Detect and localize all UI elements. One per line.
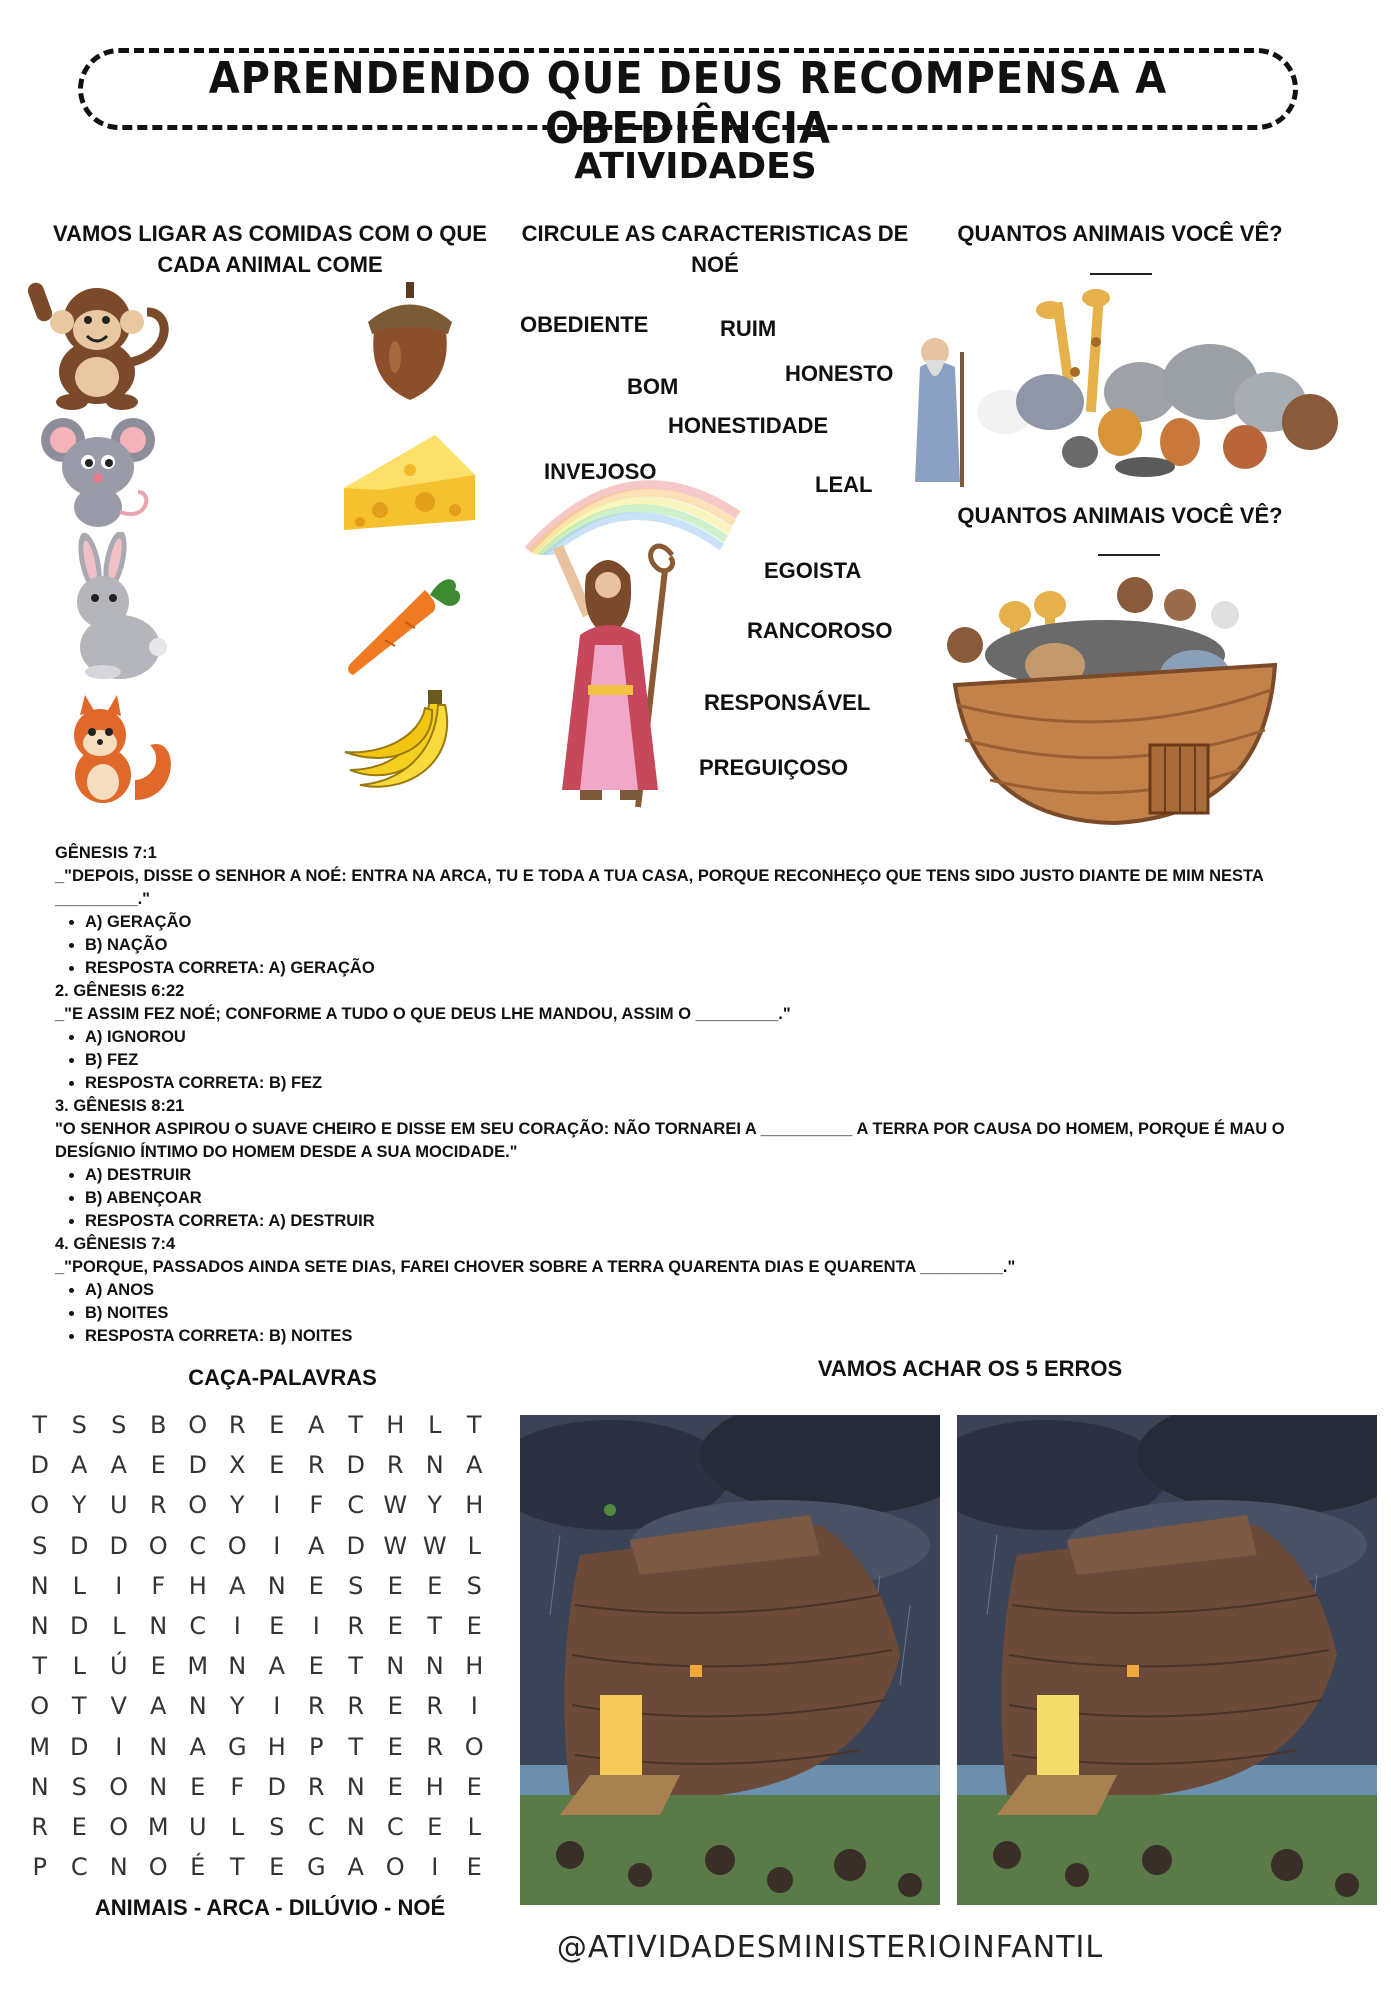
word-search-row [20,1526,495,1566]
word-search-cell[interactable]: S [466,1571,482,1600]
word-search-cell[interactable]: D [70,1531,89,1560]
question-text-3: "O SENHOR ASPIROU O SUAVE CHEIRO E DISSE EM SEU CORAÇÃO: NÃO TORNAREI A __________ A TERRA POR CAUSA DO HOMEM, PORQUE É MAU O DESÍGNIO ÍNTIMO DO HOMEM DESDE A SUA MOCIDADE." [55,1120,1285,1161]
question-3-option-b[interactable]: • B) ABENÇOAR [85,1187,1355,1210]
word-search-cell[interactable]: Y [71,1491,87,1520]
question-text-1: _"DEPOIS, DISSE O SENHOR A NOÉ: ENTRA NA ARCA, TU E TODA A TUA CASA, PORQUE RECONHEÇO QUE TENS SIDO JUSTO DIANTE DE MIM NESTA _________." [55,867,1264,908]
count-heading-2: QUANTOS ANIMAIS VOCÊ VÊ? [957,503,1283,528]
word-search-cell[interactable]: D [267,1772,286,1801]
word-search-cell[interactable]: A [268,1652,285,1681]
acorn-icon [360,282,460,404]
word-search-row [20,1445,495,1485]
word-search-cell[interactable]: I [273,1531,281,1560]
word-search-cell[interactable]: E [269,1411,285,1439]
word-search-cell[interactable]: E [269,1611,285,1640]
word-search-cell[interactable]: A [347,1853,364,1882]
word-search-cell[interactable]: F [151,1571,166,1600]
page-title: APRENDENDO QUE DEUS RECOMPENSA A OBEDIÊNCIA [208,54,1168,154]
word-search-cell[interactable]: O [188,1491,208,1520]
word-search-cell[interactable]: D [346,1531,365,1560]
word-search-cell[interactable]: O [385,1853,405,1882]
word-search-cell[interactable]: A [308,1531,325,1560]
question-2-option-a[interactable]: • A) IGNOROU [85,1026,1355,1049]
bananas-icon [340,690,460,795]
word-search-cell[interactable]: D [70,1732,89,1761]
word-search-cell[interactable]: O [109,1812,129,1841]
word-search-cell[interactable]: H [386,1411,405,1439]
word-search-cell[interactable]: N [109,1853,128,1882]
word-search-cell[interactable]: N [30,1571,49,1600]
word-search-cell[interactable]: T [348,1652,364,1681]
word-search-cell[interactable]: C [70,1853,88,1882]
word-search-cell[interactable]: T [229,1853,245,1882]
word-search-cell[interactable]: C [189,1611,207,1640]
word-search-cell[interactable]: C [307,1812,325,1841]
questions-section [55,842,1355,1348]
word-search-row [20,1807,495,1847]
word-search-cell[interactable]: S [71,1411,87,1439]
word-search-cell[interactable]: A [71,1451,88,1480]
question-4-answer: • RESPOSTA CORRETA: B) NOITES [85,1325,1355,1348]
question-ref-2: 2. GÊNESIS 6:22 [55,982,185,1000]
word-search-cell[interactable]: E [308,1571,324,1600]
trait-bom[interactable]: BOM [627,374,679,399]
word-search-cell[interactable]: Ú [109,1652,128,1681]
word-search-cell[interactable]: A [110,1451,127,1480]
word-search-cell[interactable]: W [383,1531,408,1560]
word-search-cell[interactable]: I [233,1611,241,1640]
word-search-cell[interactable]: O [109,1772,129,1801]
word-search-cell[interactable]: R [31,1812,49,1841]
word-search-cell[interactable]: N [149,1611,168,1640]
word-search-cell[interactable]: E [427,1812,443,1841]
trait-responsavel[interactable]: RESPONSÁVEL [704,690,871,715]
page-subtitle: ATIVIDADES [574,146,817,187]
word-search-cell[interactable]: D [188,1451,207,1480]
word-search-cell[interactable]: C [347,1491,365,1520]
word-search-cell[interactable]: O [30,1692,50,1721]
word-search-cell[interactable]: T [71,1692,87,1721]
word-search-cell[interactable]: X [229,1451,246,1480]
trait-rancoroso[interactable]: RANCOROSO [747,618,893,643]
word-search-cell[interactable]: Y [427,1491,443,1520]
word-search-cell[interactable]: N [425,1451,444,1480]
word-search-cell[interactable]: U [188,1812,207,1841]
word-search-cell[interactable]: S [348,1571,364,1600]
trait-honesto[interactable]: HONESTO [785,361,894,386]
word-search-cell[interactable]: É [190,1853,206,1882]
trait-ruim[interactable]: RUIM [720,316,777,341]
word-search-cell[interactable]: L [72,1652,86,1681]
word-search-cell[interactable]: G [306,1853,326,1882]
word-search-cell[interactable]: L [230,1812,244,1841]
spot-diff-heading: VAMOS ACHAR OS 5 ERROS [817,1356,1123,1381]
word-search-cell[interactable]: I [470,1692,478,1721]
word-search-cell[interactable]: C [386,1812,404,1841]
word-search-cell[interactable]: L [428,1411,442,1439]
question-1-answer: • RESPOSTA CORRETA: A) GERAÇÃO [85,957,1355,980]
word-search-cell[interactable]: P [32,1853,47,1882]
word-search-cell[interactable]: Y [229,1491,245,1520]
question-3-answer: • RESPOSTA CORRETA: A) DESTRUIR [85,1210,1355,1233]
word-search-cell[interactable]: R [426,1692,444,1721]
word-search-cell[interactable]: S [111,1411,127,1439]
mouse-icon [38,412,163,530]
word-search-cell[interactable]: S [269,1812,285,1841]
question-ref-4: 4. GÊNESIS 7:4 [55,1235,176,1253]
word-search-row [20,1727,495,1767]
word-search-row [20,1847,495,1887]
word-search-cell[interactable]: D [70,1611,89,1640]
trait-leal[interactable]: LEAL [815,472,873,497]
word-search-cell[interactable]: T [32,1411,48,1439]
word-search-cell[interactable]: N [425,1652,444,1681]
question-1-option-a[interactable]: • A) GERAÇÃO [85,911,1355,934]
word-search-cell[interactable]: H [465,1652,484,1681]
word-search-cell[interactable]: E [71,1812,87,1841]
carrot-icon [345,560,465,680]
word-search-cell[interactable]: N [346,1812,365,1841]
word-search-cell[interactable]: O [227,1531,247,1560]
word-search-cell[interactable]: R [307,1451,325,1480]
word-search-cell[interactable]: E [466,1611,482,1640]
word-search-cell[interactable]: R [426,1732,444,1761]
word-search-cell[interactable]: E [150,1451,166,1480]
word-search-cell[interactable]: E [269,1451,285,1480]
word-search-cell[interactable]: R [149,1491,167,1520]
squirrel-icon [55,690,175,810]
word-search-heading: CAÇA-PALAVRAS [188,1365,377,1390]
word-search-cell[interactable]: F [309,1491,324,1520]
word-search-cell[interactable]: T [466,1411,482,1439]
word-search-cell[interactable]: O [188,1411,208,1439]
word-search-cell[interactable]: E [190,1772,206,1801]
word-search-cell[interactable]: T [427,1611,443,1640]
footer-handle: @ATIVIDADESMINISTERIOINFANTIL [556,1930,1104,1965]
word-search-cell[interactable]: Y [229,1692,245,1721]
answer-blank-2[interactable] [1098,554,1160,556]
word-search-cell[interactable]: E [387,1732,403,1761]
word-search-row [20,1405,495,1445]
word-search-cell[interactable]: E [150,1652,166,1681]
question-text-2: _"E ASSIM FEZ NOÉ; CONFORME A TUDO O QUE DEUS LHE MANDOU, ASSIM O _________." [55,1005,791,1023]
word-search-cell[interactable]: N [346,1772,365,1801]
word-search-cell[interactable]: U [109,1491,128,1520]
word-search-cell[interactable]: P [309,1732,324,1761]
word-search-cell[interactable]: E [387,1772,403,1801]
word-search-cell[interactable]: I [115,1732,123,1761]
word-search-row [20,1767,495,1807]
word-search-cell[interactable]: E [269,1853,285,1882]
question-text-4: _"PORQUE, PASSADOS AINDA SETE DIAS, FAREI CHOVER SOBRE A TERRA QUARENTA DIAS E QUARENTA _________." [55,1258,1016,1276]
match-heading: VAMOS LIGAR AS COMIDAS COM O QUE CADA ANIMAL COME [53,221,487,277]
question-2-option-b[interactable]: • B) FEZ [85,1049,1355,1072]
count-heading-1: QUANTOS ANIMAIS VOCÊ VÊ? [957,221,1283,246]
trait-obediente[interactable]: OBEDIENTE [520,312,649,337]
word-search-cell[interactable]: W [422,1531,447,1560]
word-search-cell[interactable]: R [386,1451,404,1480]
word-search-cell[interactable]: D [346,1451,365,1480]
trait-invejoso[interactable]: INVEJOSO [544,459,657,484]
word-search-row [20,1686,495,1726]
word-search-cell[interactable]: M [187,1652,209,1681]
word-search-cell[interactable]: M [147,1812,169,1841]
word-search-cell[interactable]: G [227,1732,247,1761]
animals-group-image [900,282,1360,492]
word-search-word-list: ANIMAIS - ARCA - DILÚVIO - NOÉ [94,1895,446,1920]
question-3-option-a[interactable]: • A) DESTRUIR [85,1164,1355,1187]
word-search-cell[interactable]: N [386,1652,405,1681]
word-search-cell[interactable]: E [466,1772,482,1801]
word-search-cell[interactable]: H [465,1491,484,1520]
word-search-cell[interactable]: I [273,1491,281,1520]
trait-honestidade[interactable]: HONESTIDADE [668,413,829,438]
word-search-cell[interactable]: M [29,1732,51,1761]
word-search-row [20,1485,495,1525]
word-search-cell[interactable]: R [228,1411,246,1439]
word-search-cell[interactable]: T [348,1732,364,1761]
ark-animals-image [935,565,1295,830]
word-search-cell[interactable]: A [229,1571,246,1600]
word-search-cell[interactable]: H [267,1732,286,1761]
word-search-cell[interactable]: A [308,1411,325,1439]
question-4-option-b[interactable]: • B) NOITES [85,1302,1355,1325]
word-search-cell[interactable]: L [72,1571,86,1600]
word-search-cell[interactable]: R [307,1772,325,1801]
word-search-cell[interactable]: E [387,1571,403,1600]
word-search-row [20,1646,495,1686]
trait-egoista[interactable]: EGOISTA [764,558,862,583]
word-search-cell[interactable]: L [467,1812,481,1841]
word-search-cell[interactable]: R [307,1692,325,1721]
word-search-cell[interactable]: B [150,1411,167,1439]
word-search-cell[interactable]: I [115,1571,123,1600]
word-search-cell[interactable]: W [383,1491,408,1520]
word-search-cell[interactable]: A [466,1451,483,1480]
word-search-cell[interactable]: E [387,1611,403,1640]
question-1-option-b[interactable]: • B) NAÇÃO [85,934,1355,957]
word-search-cell[interactable]: O [464,1732,484,1761]
word-search-cell[interactable]: V [110,1692,127,1721]
answer-blank-1[interactable] [1090,273,1152,275]
word-search-cell[interactable]: O [148,1531,168,1560]
word-search-cell[interactable]: R [347,1692,365,1721]
word-search-cell[interactable]: S [32,1531,48,1560]
word-search-cell[interactable]: N [188,1692,207,1721]
word-search-cell[interactable]: T [32,1652,48,1681]
spot-diff-image-right[interactable] [957,1415,1377,1905]
rabbit-icon [55,532,170,682]
monkey-icon [22,272,177,412]
trait-preguicoso[interactable]: PREGUIÇOSO [699,755,849,780]
word-search-cell[interactable]: L [112,1611,126,1640]
word-search-cell[interactable]: I [431,1853,439,1882]
word-search-cell[interactable]: H [188,1571,207,1600]
word-search-grid[interactable] [20,1405,495,1887]
traits-heading: CIRCULE AS CARACTERISTICAS DE NOÉ [521,221,909,277]
word-search-cell[interactable]: O [30,1491,50,1520]
question-4-option-a[interactable]: • A) ANOS [85,1279,1355,1302]
word-search-cell[interactable]: D [109,1531,128,1560]
word-search-cell[interactable]: A [150,1692,167,1721]
word-search-cell[interactable]: C [189,1531,207,1560]
word-search-cell[interactable]: H [425,1772,444,1801]
question-ref-3: 3. GÊNESIS 8:21 [55,1097,185,1115]
word-search-cell[interactable]: L [467,1531,481,1560]
word-search-cell[interactable]: N [30,1772,49,1801]
word-search-cell[interactable]: T [348,1411,364,1439]
question-ref-1: GÊNESIS 7:1 [55,844,157,862]
word-search-cell[interactable]: A [189,1732,206,1761]
word-search-cell[interactable]: N [267,1571,286,1600]
word-search-cell[interactable]: N [228,1652,247,1681]
question-2-answer: • RESPOSTA CORRETA: B) FEZ [85,1072,1355,1095]
word-search-cell[interactable]: N [30,1611,49,1640]
word-search-cell[interactable]: R [347,1611,365,1640]
word-search-cell[interactable]: E [387,1692,403,1721]
cheese-icon [340,430,478,538]
spot-diff-image-left[interactable] [520,1415,940,1905]
word-search-cell[interactable]: S [71,1772,87,1801]
word-search-cell[interactable]: N [149,1772,168,1801]
word-search-cell[interactable]: D [30,1451,49,1480]
word-search-cell[interactable]: I [312,1611,320,1640]
word-search-cell[interactable]: E [466,1853,482,1882]
word-search-cell[interactable]: E [427,1571,443,1600]
word-search-cell[interactable]: I [273,1692,281,1721]
word-search-cell[interactable]: E [308,1652,324,1681]
word-search-row [20,1566,495,1606]
word-search-row [20,1606,495,1646]
word-search-cell[interactable]: F [230,1772,245,1801]
word-search-cell[interactable]: O [148,1853,168,1882]
noah-icon [540,535,710,810]
word-search-cell[interactable]: N [149,1732,168,1761]
